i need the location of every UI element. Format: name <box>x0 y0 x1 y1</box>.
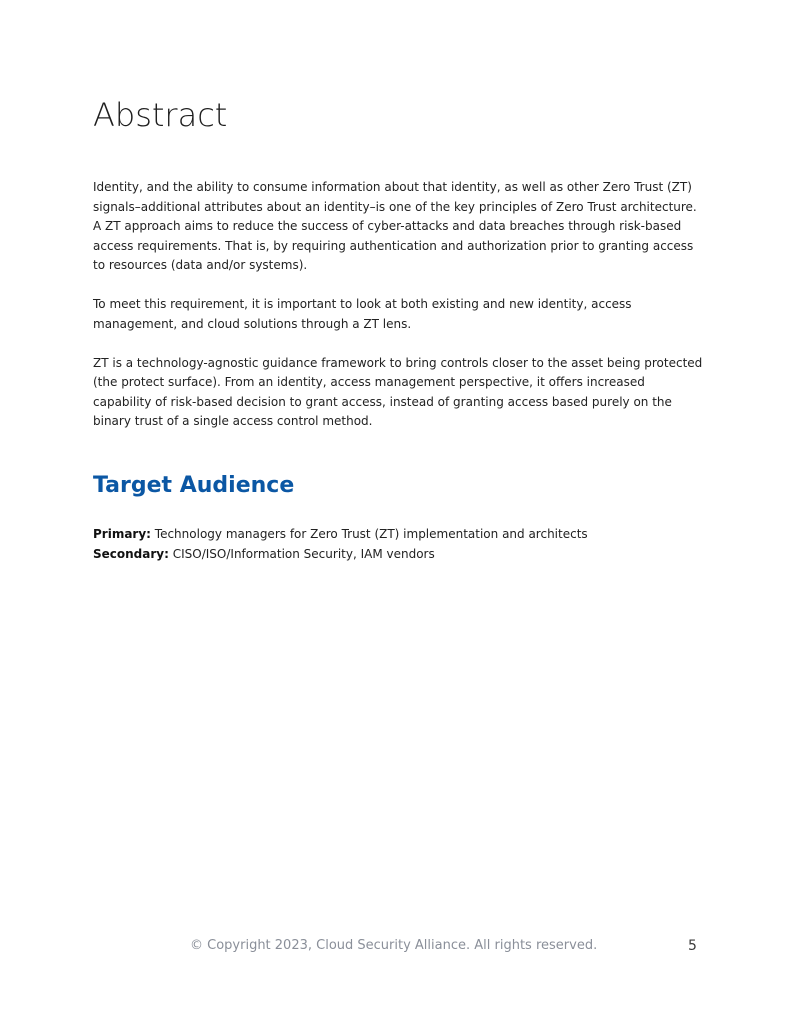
abstract-body <box>93 178 703 451</box>
secondary-audience <box>93 545 713 565</box>
abstract-title: Abstract <box>93 96 228 134</box>
abstract-paragraph-2: To meet this requirement, it is important to look at both existing and new identity, access management, and cloud solutions through a ZT lens. <box>93 297 632 331</box>
target-audience-heading: Target Audience <box>93 473 295 498</box>
target-audience-list <box>93 525 713 564</box>
primary-audience-value: Technology managers for Zero Trust (ZT) implementation and architects <box>150 527 588 541</box>
primary-audience <box>93 525 713 545</box>
abstract-paragraph-1: Identity, and the ability to consume information about that identity, as well as other Zero Trust (ZT) signals–additional attributes about an identity–is one of the key principles of Zero Trust architecture. A ZT approach aims to reduce the success of cyber-attacks and data breaches through risk-based access requirements. That is, by requiring authentication and authorization prior to granting access to resources (data and/or systems). <box>93 180 697 272</box>
page-number: 5 <box>688 938 697 954</box>
copyright-notice: © Copyright 2023, Cloud Security Alliance. All rights reserved. <box>190 938 598 953</box>
abstract-paragraph-3: ZT is a technology-agnostic guidance framework to bring controls closer to the asset being protected (the protect surface). From an identity, access management perspective, it offers increased capability of risk-based decision to grant access, instead of granting access based purely on the binary trust of a single access control method. <box>93 355 703 428</box>
page-footer <box>0 936 791 958</box>
secondary-audience-value: CISO/ISO/Information Security, IAM vendors <box>168 546 435 561</box>
primary-audience-label: Primary: <box>93 527 151 541</box>
secondary-audience-label: Secondary: <box>93 546 169 561</box>
